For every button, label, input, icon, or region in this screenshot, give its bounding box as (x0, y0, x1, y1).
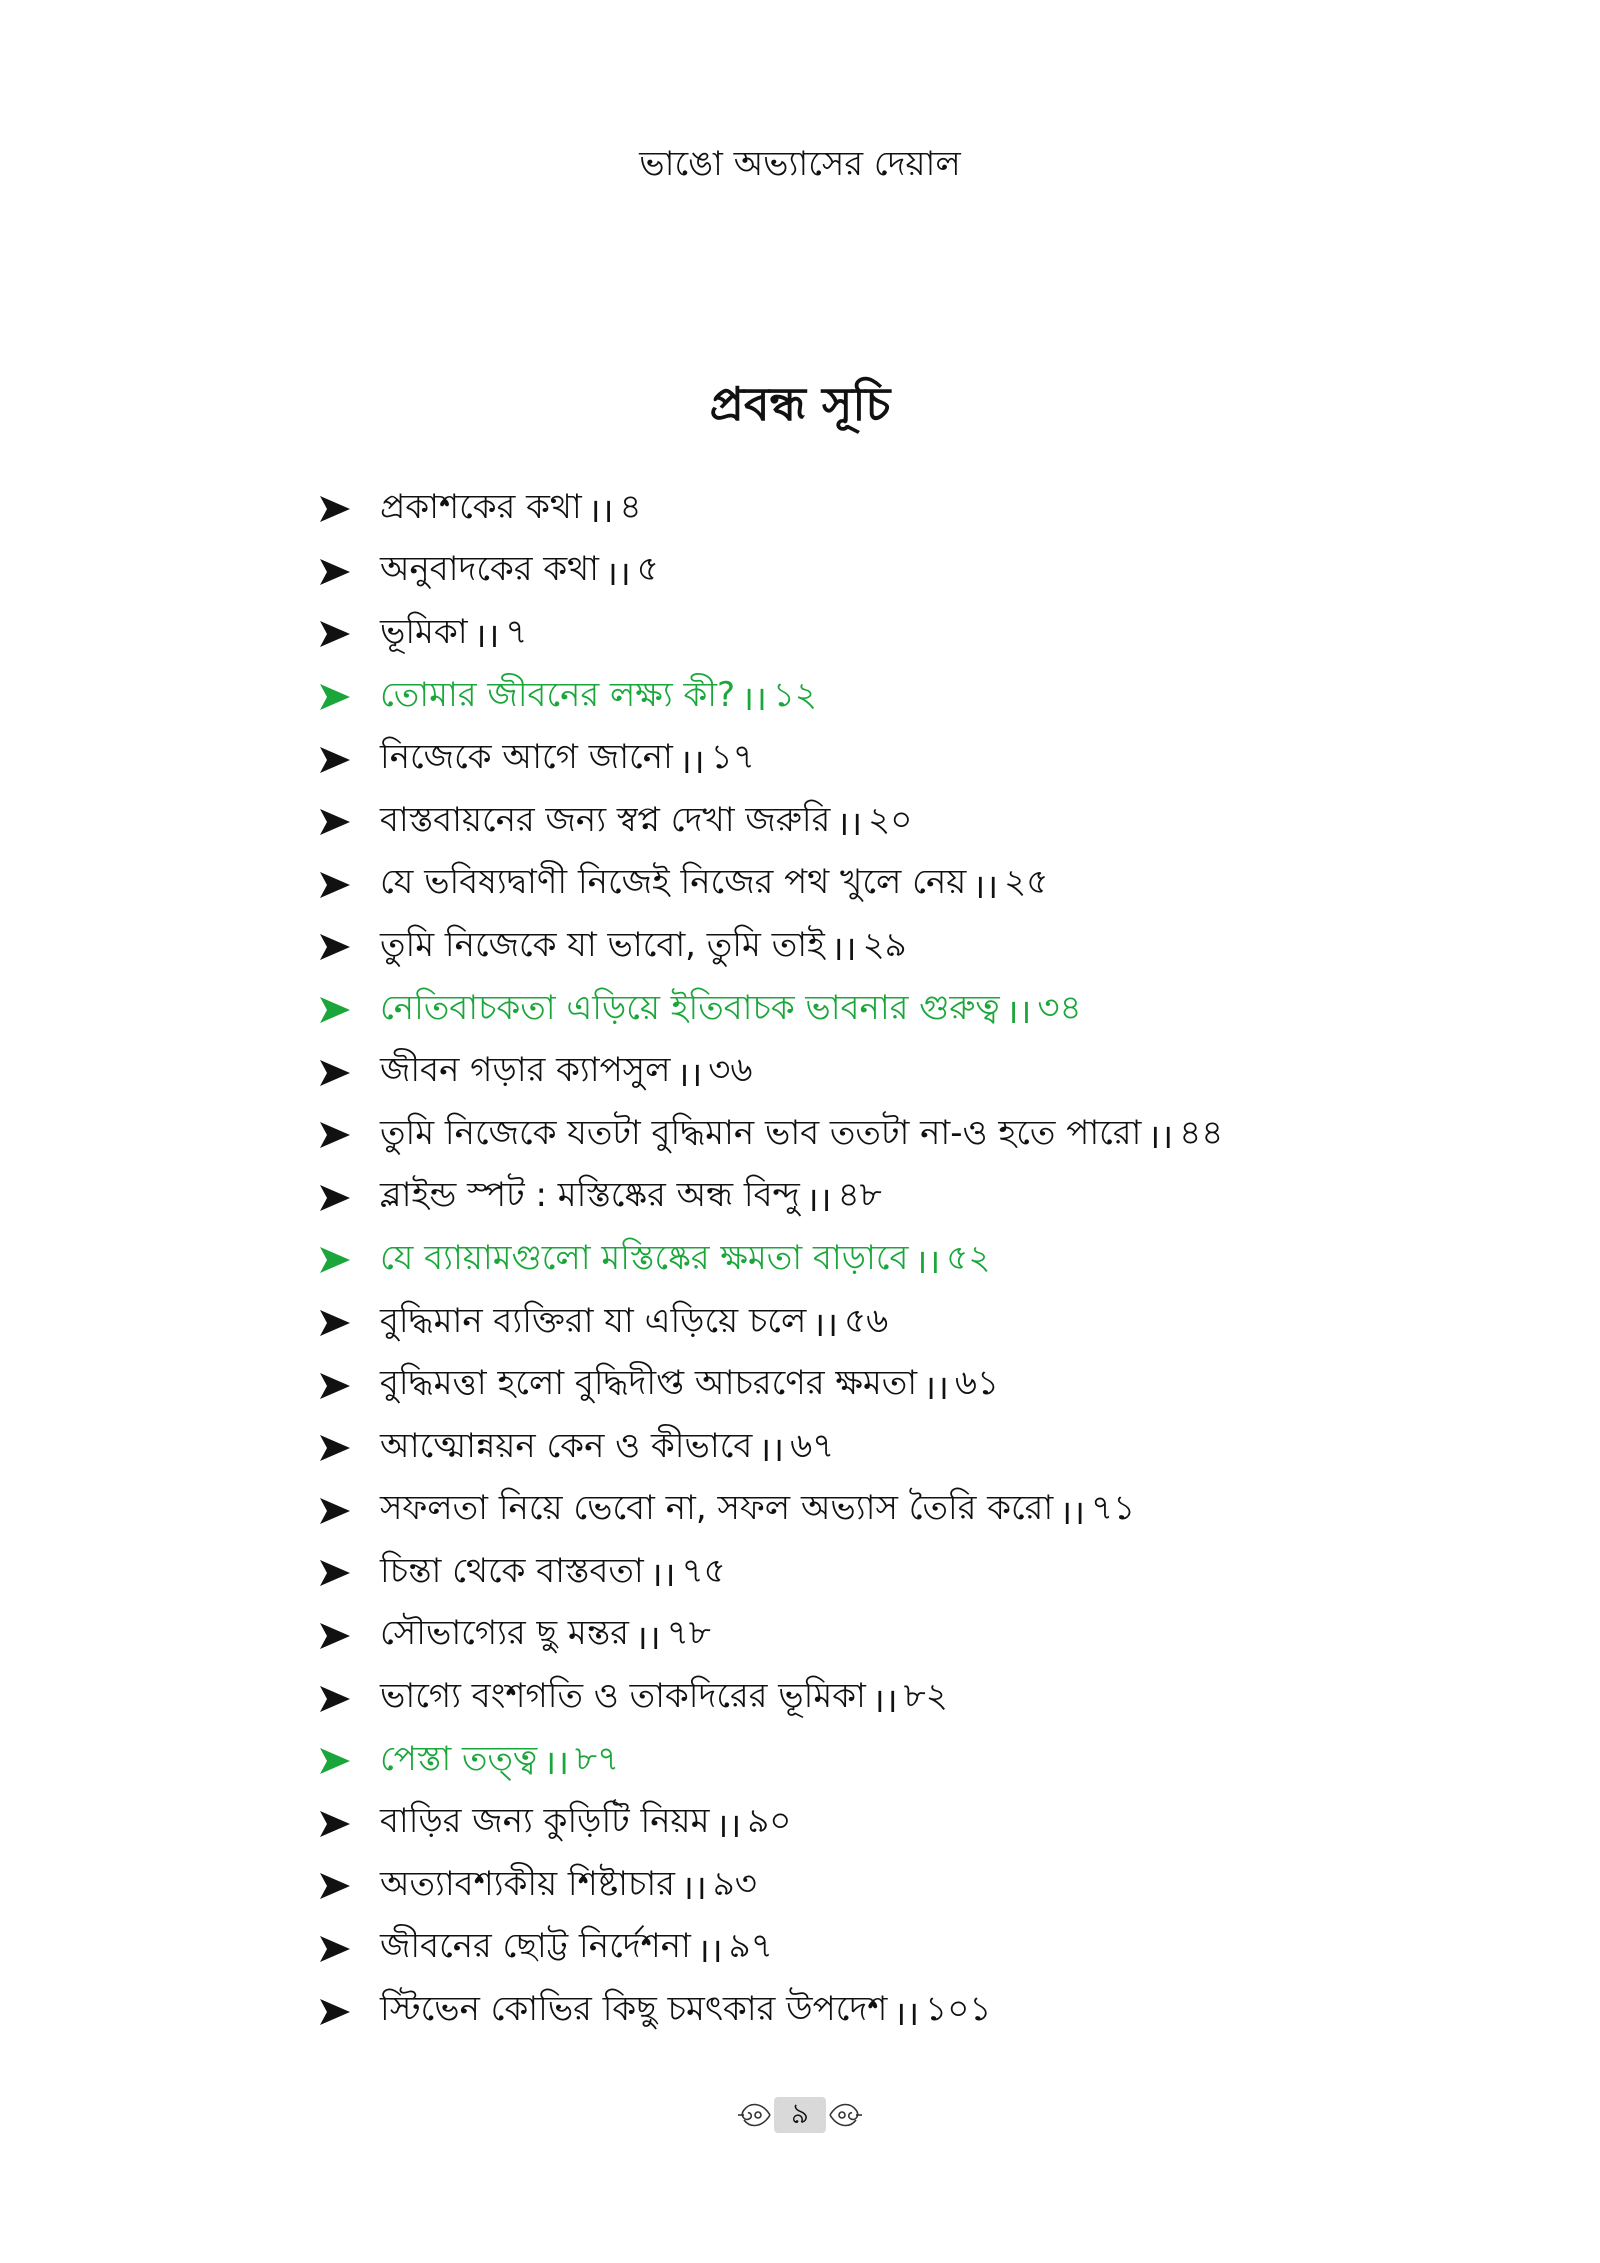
arrow-bullet-icon (318, 1997, 352, 2027)
toc-entry-title: তুমি নিজেকে যতটা বুদ্ধিমান ভাব ততটা না-ও হতে পারো (380, 1112, 1142, 1153)
toc-separator: ।। (805, 1179, 832, 1220)
toc-page-number: ৫২ (946, 1237, 991, 1278)
toc-item (318, 541, 1318, 604)
toc-entry-title: প্রকাশকের কথা (380, 486, 582, 527)
toc-page-number: ৯০ (747, 1801, 792, 1842)
toc-page-number: ৮৭ (574, 1738, 620, 1779)
toc-page-number: ১৭ (710, 737, 755, 778)
toc-page-number: ৮২ (903, 1676, 948, 1717)
toc-separator: ।। (649, 1555, 676, 1596)
toc-entry-title: নিজেকে আগে জানো (380, 737, 673, 778)
toc-separator: ।। (473, 616, 500, 657)
toc-page-number: ৩৬ (708, 1050, 753, 1091)
toc-item (318, 916, 1318, 979)
toc-item (318, 1667, 1318, 1730)
arrow-bullet-icon (318, 932, 352, 962)
page-number: ৯ (774, 2097, 826, 2133)
toc-page-number: ৪৪ (1179, 1112, 1224, 1153)
toc-entry-title: নেতিবাচকতা এড়িয়ে ইতিবাচক ভাবনার গুরুত্ব (380, 987, 1000, 1028)
toc-separator: ।। (605, 553, 631, 594)
toc-page-number: ১০১ (925, 1989, 992, 2030)
toc-page-number: ৫ (636, 549, 659, 590)
toc-entry-title: বাড়ির জন্য কুড়িটি নিয়ম (380, 1801, 710, 1842)
arrow-bullet-icon (318, 1809, 352, 1839)
toc-item (318, 1542, 1318, 1605)
toc-separator: ।। (1147, 1117, 1174, 1158)
toc-separator: ।। (741, 679, 767, 720)
arrow-bullet-icon (318, 1371, 352, 1401)
toc-separator: ।। (676, 1054, 703, 1095)
toc-entry-title: বুদ্ধিমান ব্যক্তিরা যা এড়িয়ে চলে (380, 1300, 807, 1341)
toc-page-number: ২৫ (1004, 862, 1049, 903)
toc-entry-title: সৌভাগ্যের ছু মন্তর (380, 1613, 629, 1654)
toc-item (318, 1229, 1318, 1292)
toc-separator: ।। (871, 1680, 898, 1721)
toc-item (318, 1730, 1318, 1793)
toc-item (318, 854, 1318, 917)
toc-separator: ।। (587, 491, 614, 532)
arrow-bullet-icon (318, 1934, 352, 1964)
toc-page-number: ৯৭ (728, 1926, 773, 1967)
arrow-bullet-icon (318, 619, 352, 649)
toc-entry-title: ভূমিকা (380, 611, 468, 652)
toc-separator: ।। (972, 866, 999, 907)
arrow-bullet-icon (318, 494, 352, 524)
arrow-bullet-icon (318, 995, 352, 1025)
arrow-bullet-icon (318, 1433, 352, 1463)
toc-page-number: ৭ (505, 611, 528, 652)
toc-separator: ।। (715, 1805, 742, 1846)
arrow-bullet-icon (318, 1183, 352, 1213)
toc-page-number: ২৯ (862, 924, 907, 965)
toc-page-number: ৪৮ (837, 1175, 882, 1216)
toc-separator: ।। (830, 929, 857, 970)
toc-entry-title: স্টিভেন কোভির কিছু চমৎকার উপদেশ (380, 1989, 888, 2030)
toc-page-number: ৫৬ (844, 1300, 889, 1341)
toc-item (318, 1605, 1318, 1668)
arrow-bullet-icon (318, 745, 352, 775)
toc-item (318, 1918, 1318, 1981)
toc-page-number: ৬৭ (790, 1425, 835, 1466)
toc-item (318, 1480, 1318, 1543)
toc-item (318, 979, 1318, 1042)
toc-entry-title: জীবনের ছোট্ট নির্দেশনা (380, 1926, 691, 1967)
toc-separator: ।। (634, 1617, 661, 1658)
toc-list (318, 478, 1318, 2043)
toc-separator: ।। (1005, 992, 1032, 1033)
toc-entry-title: তুমি নিজেকে যা ভাবো, তুমি তাই (380, 924, 825, 965)
toc-page-number: ৯৩ (712, 1863, 757, 1904)
toc-separator: ।। (696, 1930, 723, 1971)
arrow-bullet-icon (318, 1871, 352, 1901)
toc-separator: ।। (836, 804, 863, 845)
running-header: ভাঙো অভ্যাসের দেয়াল (639, 144, 961, 184)
toc-entry-title: বুদ্ধিমত্তা হলো বুদ্ধিদীপ্ত আচরণের ক্ষমতা (380, 1363, 918, 1404)
toc-page-number: ৩৪ (1037, 987, 1082, 1028)
arrow-bullet-icon (318, 1496, 352, 1526)
toc-item (318, 1292, 1318, 1355)
toc-entry-title: যে ভবিষ্যদ্বাণী নিজেই নিজের পথ খুলে নেয় (380, 862, 967, 903)
toc-item (318, 478, 1318, 541)
toc-entry-title: ব্লাইন্ড স্পট : মস্তিষ্কের অন্ধ বিন্দু (380, 1175, 800, 1216)
arrow-bullet-icon (318, 1120, 352, 1150)
toc-entry-title: সফলতা নিয়ে ভেবো না, সফল অভ্যাস তৈরি করো (380, 1488, 1054, 1529)
toc-entry-title: তোমার জীবনের লক্ষ্য কী? (380, 674, 736, 715)
toc-item (318, 1417, 1318, 1480)
toc-separator: ।। (1059, 1492, 1085, 1533)
arrow-bullet-icon (318, 1621, 352, 1651)
toc-item (318, 666, 1318, 729)
arrow-bullet-icon (318, 1558, 352, 1588)
floral-ornament-icon (828, 2094, 864, 2136)
floral-ornament-icon (736, 2094, 772, 2136)
toc-item (318, 728, 1318, 791)
arrow-bullet-icon (318, 1058, 352, 1088)
toc-page-number: ১২ (772, 674, 818, 715)
arrow-bullet-icon (318, 1746, 352, 1776)
toc-page-number: ৭৮ (666, 1613, 711, 1654)
folio-box (730, 2094, 870, 2136)
toc-entry-title: বাস্তবায়নের জন্য স্বপ্ন দেখা জরুরি (380, 799, 831, 840)
toc-entry-title: পেস্তা তত্ত্ব (380, 1738, 538, 1779)
toc-separator: ।। (914, 1242, 941, 1283)
toc-page-number: ৭৫ (681, 1550, 726, 1591)
toc-separator: ।। (678, 741, 705, 782)
arrow-bullet-icon (318, 1245, 352, 1275)
toc-entry-title: জীবন গড়ার ক্যাপসুল (380, 1050, 671, 1091)
toc-item (318, 1980, 1318, 2043)
arrow-bullet-icon (318, 557, 352, 587)
toc-entry-title: অত্যাবশ্যকীয় শিষ্টাচার (380, 1863, 675, 1904)
arrow-bullet-icon (318, 807, 352, 837)
toc-item (318, 1167, 1318, 1230)
toc-entry-title: চিন্তা থেকে বাস্তবতা (380, 1550, 644, 1591)
toc-separator: ।। (680, 1868, 707, 1909)
toc-item (318, 1041, 1318, 1104)
page-footer (0, 2094, 1600, 2136)
toc-entry-title: ভাগ্যে বংশগতি ও তাকদিরের ভূমিকা (380, 1676, 866, 1717)
toc-item (318, 1354, 1318, 1417)
toc-item (318, 1104, 1318, 1167)
arrow-bullet-icon (318, 1308, 352, 1338)
toc-page-number: ৭১ (1091, 1488, 1136, 1529)
toc-separator: ।। (923, 1367, 949, 1408)
toc-separator: ।। (893, 1993, 920, 2034)
toc-page-number: ৪ (619, 486, 642, 527)
toc-separator: ।। (758, 1430, 785, 1471)
toc-item (318, 1855, 1318, 1918)
toc-entry-title: আত্মোন্নয়ন কেন ও কীভাবে (380, 1425, 753, 1466)
arrow-bullet-icon (318, 870, 352, 900)
arrow-bullet-icon (318, 1684, 352, 1714)
toc-page-number: ৬১ (954, 1363, 1000, 1404)
toc-separator: ।। (543, 1743, 569, 1784)
toc-title: প্রবন্ধ সূচি (709, 377, 891, 431)
arrow-bullet-icon (318, 682, 352, 712)
toc-entry-title: অনুবাদকের কথা (380, 549, 600, 590)
toc-separator: ।। (812, 1305, 839, 1346)
toc-entry-title: যে ব্যায়ামগুলো মস্তিষ্কের ক্ষমতা বাড়াবে (380, 1237, 909, 1278)
toc-item (318, 1792, 1318, 1855)
toc-item (318, 603, 1318, 666)
toc-page-number: ২০ (868, 799, 913, 840)
toc-item (318, 791, 1318, 854)
